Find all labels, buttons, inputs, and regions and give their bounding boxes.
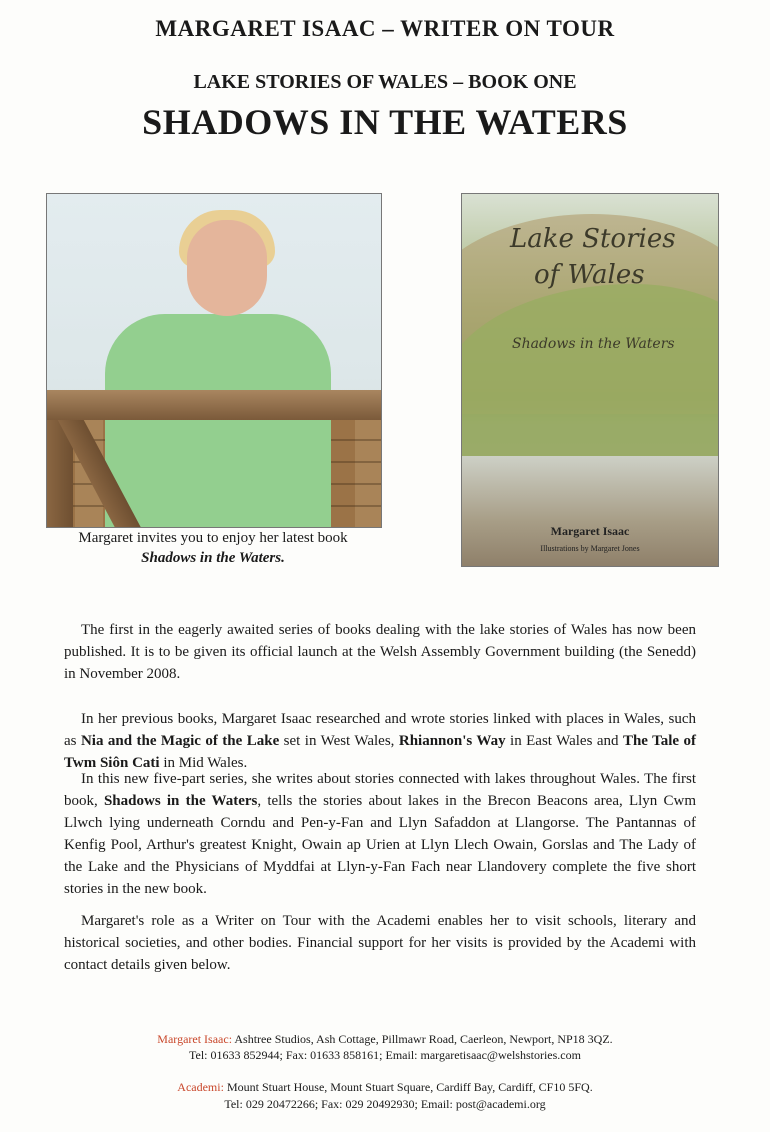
book-rhiannon: Rhiannon's Way (398, 733, 506, 749)
series-heading: LAKE STORIES OF WALES – BOOK ONE (193, 71, 577, 93)
book-title: SHADOWS IN THE WATERS (142, 102, 628, 142)
cover-subtitle: Shadows in the Waters (512, 336, 675, 352)
book-twm: The Tale of Twm Siôn Cati (64, 733, 697, 771)
photo-caption-line2: Shadows in the Waters. (141, 550, 285, 566)
paragraph-writer-on-tour: Margaret's role as a Writer on Tour with the Academi enables her to visit schools, literary and historical societies, and other bodies. Financial support for her visits is provided by the Academi with contact details given below. (64, 913, 696, 973)
cover-illustrator: Illustrations by Margaret Jones (540, 544, 640, 553)
paragraph-new-series: In this new five-part series, she writes about stories connected with lakes throughout Wales. The first book, Shadows in the Waters, tells the stories about lakes in the Brecon Beacons area, Llyn Cwm Llwch lying underneath Corndu and Pen-y-Fan and Llyn Safaddon at Llangorse. The Pantannas of Kenfig Pool, Arthur's greatest Knight, Owain ap Urien at Llyn Llech Owain, Gorslas and The Lady of the Lake and the Physicians of Myddfai at Llyn-y-Fan Fach near Llandovery complete the five short stories in the new book. (64, 771, 696, 897)
book-cover (461, 193, 719, 567)
writer-on-tour-heading: MARGARET ISAAC – WRITER ON TOUR (155, 16, 615, 41)
cover-author: Margaret Isaac (550, 524, 630, 538)
paragraph-launch: The first in the eagerly awaited series of books dealing with the lake stories of Wales has now been published. It is to be given its official launch at the Welsh Assembly Government building (the Senedd) in November 2008. (64, 622, 696, 682)
cover-title-line2: of Wales (534, 260, 645, 290)
contact-academi-address: Academi: Mount Stuart House, Mount Stuart Square, Cardiff Bay, Cardiff, CF10 5FQ. (177, 1080, 593, 1094)
author-photo (46, 193, 382, 528)
paragraph-previous-books: In her previous books, Margaret Isaac researched and wrote stories linked with places in Wales, such as Nia and the Magic of the Lake set in West Wales, Rhiannon's Way in East Wales and The Tale of Twm Siôn Cati in Mid Wales. (64, 711, 697, 771)
contact-author-label: Margaret Isaac: (157, 1032, 233, 1046)
photo-caption-line1: Margaret invites you to enjoy her latest book (78, 530, 348, 546)
book-nia: Nia and the Magic of the Lake (80, 733, 280, 749)
book-shadows: Shadows in the Waters (103, 793, 258, 809)
contact-academi-label: Academi: (177, 1080, 224, 1094)
contact-author-phones: Tel: 01633 852944; Fax: 01633 858161; Email: margaretisaac@welshstories.com (189, 1048, 581, 1062)
contact-academi-phones: Tel: 029 20472266; Fax: 029 20492930; Email: post@academi.org (224, 1097, 546, 1111)
contact-author-address: Margaret Isaac: Ashtree Studios, Ash Cottage, Pillmawr Road, Caerleon, Newport, NP18 3QZ. (157, 1032, 613, 1046)
cover-title-line1: Lake Stories (510, 224, 676, 254)
